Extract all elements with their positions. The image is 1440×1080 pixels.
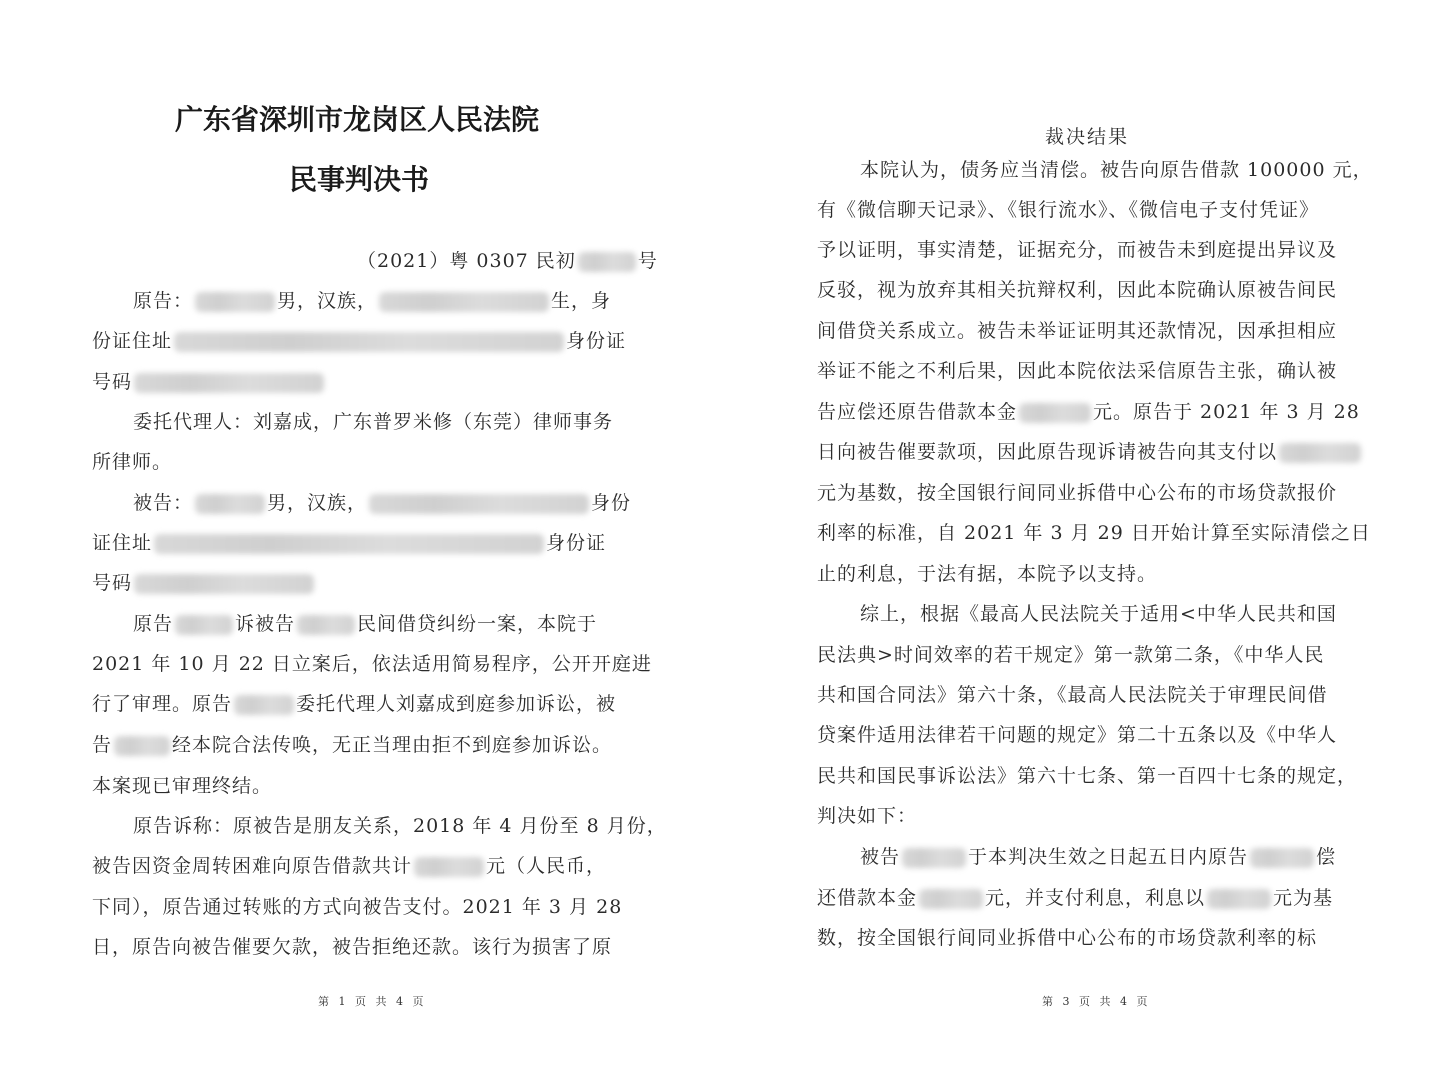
case-number [357,247,658,275]
text-segment: 被告： [133,492,194,514]
redacted-text [114,736,170,756]
text-segment: 贷案件适用法律若干问题的规定》第二十五条以及《中华人 [817,724,1338,746]
text-segment: 经本院合法传唤，无正当理由拒不到庭参加诉讼。 [172,734,613,756]
text-line [133,610,597,638]
redacted-text [234,695,294,715]
text-line [92,852,606,880]
text-segment: 原告： [133,290,194,312]
text-line [860,600,1337,628]
text-line [817,721,1337,749]
text-segment: 身份证 [566,330,627,352]
text-segment: 偿 [1316,846,1337,868]
text-segment: 生，身 [551,290,612,312]
text-line [92,529,606,557]
text-segment: 诉被告 [235,613,296,635]
text-segment: 举证不能之不利后果，因此本院依法采信原告主张，确认被 [817,360,1338,382]
redacted-text [134,373,324,393]
text-segment: 男，汉族， [277,290,378,312]
text-line [817,479,1337,507]
text-line [92,327,626,355]
redacted-text [1207,889,1271,909]
text-segment: 民共和国民事诉讼法》第六十七条、第一百四十七条的规定， [817,765,1358,787]
text-segment: 间借贷关系成立。被告未举证证明其还款情况，因承担相应 [817,320,1338,342]
text-line [817,762,1357,790]
text-line [133,408,613,436]
text-segment: 民法典>时间效率的若干规定》第一款第二条，《中华人民 [817,644,1325,666]
text-segment: 证住址 [92,532,153,554]
text-segment: 男，汉族， [267,492,368,514]
text-line [817,884,1333,912]
text-line [92,650,652,678]
text-segment: 告应偿还原告借款本金 [817,401,1018,423]
text-segment: 原告 [133,613,174,635]
redacted-text [1019,403,1091,423]
text-segment: 判决如下： [817,805,918,827]
text-segment: 数，按全国银行间同业拆借中心公布的市场贷款利率的标 [817,927,1318,949]
text-segment: 止的利息，于法有据，本院予以支持。 [817,563,1158,585]
text-segment: 反驳，视为放弃其相关抗辩权利，因此本院确认原被告间民 [817,279,1338,301]
text-segment: 身份 [591,492,632,514]
text-segment: 还借款本金 [817,887,918,909]
text-segment: 于本判决生效之日起五日内原告 [968,846,1249,868]
text-line [817,236,1337,264]
page-footer: 第 1 页 共 4 页 [318,995,427,1008]
text-line [133,287,611,315]
redacted-text [195,494,265,514]
text-line [92,933,612,961]
text-segment: 共和国合同法》第六十条，《最高人民法院关于审理民间借 [817,684,1328,706]
document-type: 民事判决书 [289,163,430,196]
text-segment: 行了审理。原告 [92,693,233,715]
text-line [92,368,326,396]
text-segment: 下同），原告通过转账的方式向被告支付。2021 年 3 月 28 [92,896,623,918]
text-line [133,812,667,840]
text-segment: 日，原告向被告催要欠款，被告拒绝还款。该行为损害了原 [92,936,613,958]
text-segment: 利率的标准，自 2021 年 3 月 29 日开始计算至实际清偿之日 [817,522,1371,544]
text-line [817,398,1360,426]
redacted-text [1279,443,1361,463]
text-segment: 元，并支付利息，利息以 [985,887,1206,909]
text-line [92,448,172,476]
case-number-suffix: 号 [637,250,658,272]
redacted-text [297,615,355,635]
judgment-page-3 [720,0,1440,1080]
text-segment: 元（人民币， [486,855,607,877]
text-segment: 本案现已审理终结。 [92,775,273,797]
text-segment: 委托代理人：刘嘉成，广东普罗米修（东莞）律师事务 [133,411,614,433]
text-line [92,772,272,800]
text-line [92,690,616,718]
text-line [92,569,316,597]
page-footer: 第 3 页 共 4 页 [1042,995,1151,1008]
text-segment: 号码 [92,572,133,594]
redacted-text [134,574,314,594]
redacted-text [902,848,966,868]
text-segment: 2021 年 10 月 22 日立案后，依法适用简易程序，公开开庭进 [92,653,652,675]
text-segment: 元为基数，按全国银行间同业拆借中心公布的市场贷款报价 [817,482,1338,504]
text-segment: 原告诉称：原被告是朋友关系，2018 年 4 月份至 8 月份， [133,815,667,837]
redacted-text [1250,848,1314,868]
text-line [817,276,1337,304]
text-segment: 日向被告催要款项，因此原告现诉请被告向其支付以 [817,441,1278,463]
text-segment: 所律师。 [92,451,173,473]
text-line [860,843,1336,871]
text-segment: 予以证明，事实清楚，证据充分，而被告未到庭提出异议及 [817,239,1338,261]
text-segment: 本院认为，债务应当清偿。被告向原告借款 100000 元， [860,159,1373,181]
text-line [817,519,1371,547]
text-line [817,802,917,830]
text-line [92,893,622,921]
text-line [817,924,1317,952]
redacted-text [174,332,564,352]
text-line [817,196,1319,224]
text-segment: 被告因资金周转困难向原告借款共计 [92,855,413,877]
redacted-text [414,857,484,877]
text-segment: 号码 [92,371,133,393]
text-line [817,681,1328,709]
text-segment: 民间借贷纠纷一案，本院于 [357,613,598,635]
redacted-text [379,292,549,312]
redacted-case-number [578,252,636,272]
case-number-prefix: （2021）粤 0307 民初 [357,250,576,272]
text-segment: 综上，根据《最高人民法院关于适用<中华人民共和国 [860,603,1337,625]
text-line [860,156,1373,184]
text-segment: 委托代理人刘嘉成到庭参加诉讼，被 [296,693,617,715]
text-segment: 元。原告于 2021 年 3 月 28 [1093,401,1360,423]
text-line [817,641,1324,669]
text-line [133,489,631,517]
text-line [817,357,1337,385]
text-segment: 告 [92,734,113,756]
court-name: 广东省深圳市龙岗区人民法院 [175,103,540,136]
text-segment: 被告 [860,846,901,868]
text-segment: 份证住址 [92,330,173,352]
text-line [817,560,1157,588]
redacted-text [154,534,544,554]
text-segment: 身份证 [546,532,607,554]
text-segment: 有《微信聊天记录》、《银行流水》、《微信电子支付凭证》 [817,199,1320,221]
redacted-text [919,889,983,909]
redacted-text [175,615,233,635]
section-title: 裁决结果 [1045,126,1130,148]
text-line [817,438,1363,466]
redacted-text [369,494,589,514]
redacted-text [195,292,275,312]
text-line [817,317,1337,345]
text-line [92,731,612,759]
text-segment: 元为基 [1273,887,1334,909]
